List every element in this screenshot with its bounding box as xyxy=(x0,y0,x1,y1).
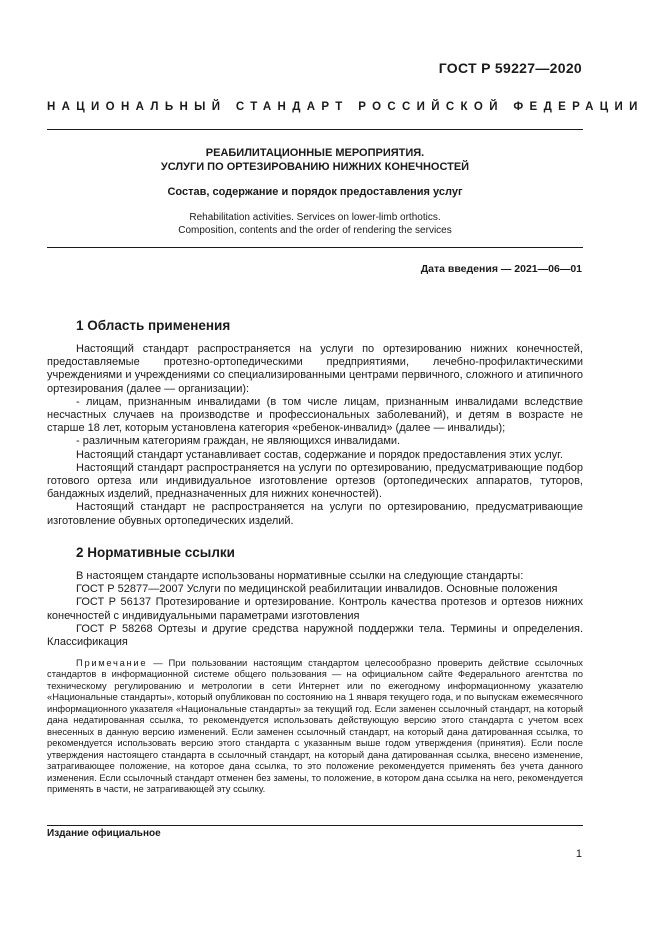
paragraph: Настоящий стандарт распространяется на услуги по ортезированию, предусматривающие подбор готового ортеза или индивидуальное изготовление ортезов (ортопедических аппаратов, туторов, бандажных изделий, предназначенных для нижних конечностей). xyxy=(47,461,583,501)
official-edition-label: Издание официальное xyxy=(47,828,161,839)
standard-number: ГОСТ Р 59227—2020 xyxy=(438,60,582,76)
note-label: Примечание xyxy=(76,657,148,668)
paragraph: Настоящий стандарт устанавливает состав, содержание и порядок предоставления этих услуг. xyxy=(76,448,563,461)
page-number: 1 xyxy=(575,848,582,860)
section-1-heading: 1 Область применения xyxy=(76,318,231,333)
list-item: - лицам, признанным инвалидами (в том числе лицам, признанным инвалидами вследствие несчастных случаев на производстве и профессиональных заболеваний), и детям в возрасте не старше 18 лет, которым установлена категория «ребенок-инвалид» (далее — инвалиды); xyxy=(47,395,583,435)
section-2-heading: 2 Нормативные ссылки xyxy=(76,545,235,560)
reference-item: ГОСТ Р 56137 Протезирование и ортезирование. Контроль качества протезов и ортезов нижних конечностей с индивидуальными параметрами изготовления xyxy=(47,596,583,622)
section-2-body xyxy=(47,570,583,649)
english-title-line-1: Rehabilitation activities. Services on lower-limb orthotics. xyxy=(189,212,441,223)
document-title xyxy=(47,146,583,174)
list-item: - различным категориям граждан, не являющихся инвалидами. xyxy=(76,435,401,448)
paragraph: Настоящий стандарт распространяется на услуги по ортезированию нижних конечностей, предоставляемые протезно-ортопедическими предприятиями, лечебно-профилактическими учреждениями и учреждениями со специализированными центрами первичного, сложного и атипичного ортезирования (далее — организации): xyxy=(47,343,583,395)
national-standard-heading: НАЦИОНАЛЬНЫЙ СТАНДАРТ РОССИЙСКОЙ ФЕДЕРАЦИИ xyxy=(47,101,644,113)
english-title-line-2: Composition, contents and the order of rendering the services xyxy=(178,225,452,236)
note xyxy=(47,657,583,794)
top-divider xyxy=(47,129,583,130)
reference-item: ГОСТ Р 52877—2007 Услуги по медицинской реабилитации инвалидов. Основные положения xyxy=(76,583,558,596)
paragraph: Настоящий стандарт не распространяется на услуги по ортезированию, предусматривающие изготовление обувных ортопедических изделий. xyxy=(47,501,583,527)
document-subtitle: Состав, содержание и порядок предоставления услуг xyxy=(167,186,463,198)
paragraph: В настоящем стандарте использованы нормативные ссылки на следующие стандарты: xyxy=(76,570,524,582)
title-line-1: РЕАБИЛИТАЦИОННЫЕ МЕРОПРИЯТИЯ. xyxy=(205,147,425,159)
title-divider xyxy=(47,247,583,248)
introduction-date: Дата введения — 2021—06—01 xyxy=(420,263,582,275)
footer-divider xyxy=(47,825,583,826)
title-line-2: УСЛУГИ ПО ОРТЕЗИРОВАНИЮ НИЖНИХ КОНЕЧНОСТЕЙ xyxy=(160,161,470,173)
section-1-body xyxy=(47,343,583,528)
note-text: — При пользовании настоящим стандартом целесообразно проверить действие ссылочных стандартов в информационной системе общего пользования — на официальном сайте Федерального агентства по техническому регулированию и метрологии в сети Интернет или по ежегодному информационному указателю «Национальные стандарты», который опубликован по состоянию на 1 января текущего года, и по выпускам ежемесячного информационного указателя «Национальные стандарты» за текущий год. Если заменен ссылочный стандарт, на который дана недатированная ссылка, то рекомендуется использовать действующую версию этого стандарта с учетом всех внесенных в данную версию изменений. Если заменен ссылочный стандарт, на который дана датированная ссылка, то рекомендуется использовать версию этого стандарта с указанным выше годом утверждения (принятия). Если после утверждения настоящего стандарта в ссылочный стандарт, на который дана датированная ссылка, внесено изменение, затрагивающее положение, на которое дана ссылка, то это положение рекомендуется применять без учета данного изменения. Если ссылочный стандарт отменен без замены, то положение, в котором дана ссылка на него, рекомендуется применять в части, не затрагивающей эту ссылку. xyxy=(47,657,583,794)
english-title xyxy=(47,211,583,237)
reference-item: ГОСТ Р 58268 Ортезы и другие средства наружной поддержки тела. Термины и определения. Классификация xyxy=(47,622,583,649)
